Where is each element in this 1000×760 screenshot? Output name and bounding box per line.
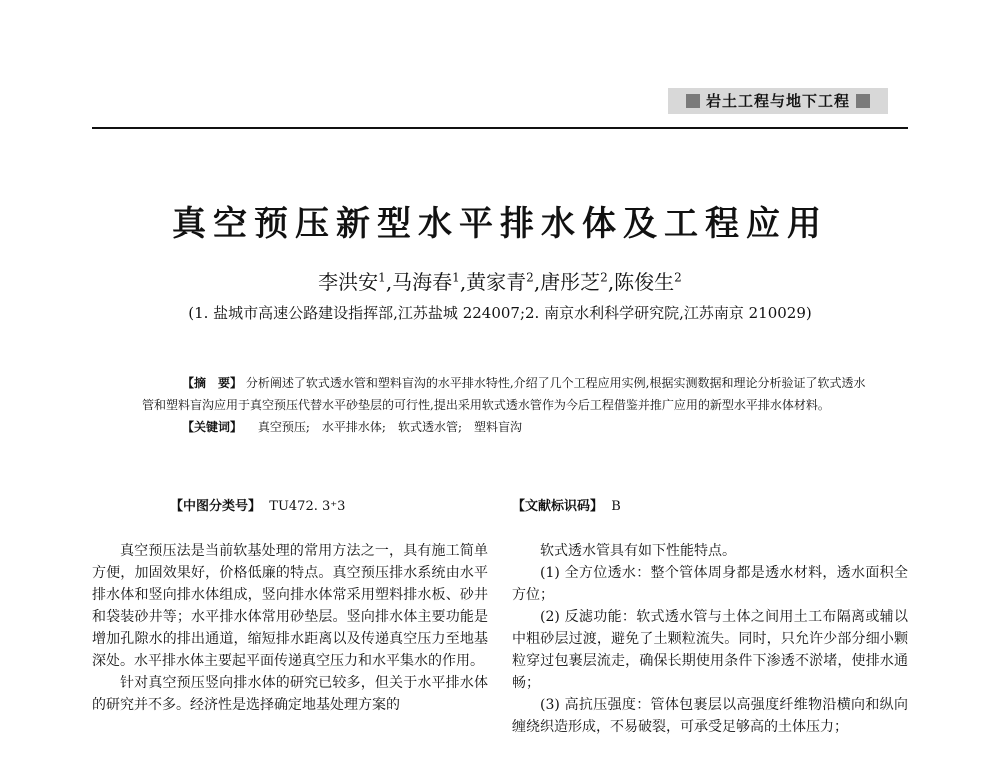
- keyword: 塑料盲沟: [473, 420, 522, 434]
- body-left-column: [92, 540, 488, 716]
- affiliations: (1. 盐城市高速公路建设指挥部,江苏盐城 224007;2. 南京水利科学研究院,江苏南京 210029): [188, 304, 812, 322]
- clc-line: [170, 495, 345, 514]
- clc-label: 【中图分类号】: [170, 499, 262, 514]
- section-marker-icon: [686, 94, 700, 108]
- abstract-block: [142, 372, 872, 438]
- keyword: 真空预压;: [257, 420, 310, 434]
- abstract-label: 【摘 要】: [182, 376, 243, 390]
- author-name: 唐彤芝: [540, 270, 601, 294]
- list-item: (2) 反滤功能：软式透水管与土体之间用土工布隔离或辅以中粗砂层过渡，避免了土颗粒流失。同时，只允许少部分细小颗粒穿过包裹层流走，确保长期使用条件下渗透不淤堵，使排水通畅；: [512, 609, 908, 691]
- author-list: 李洪安$^1$,马海春$^1$,黄家青$^2$,唐彤芝$^2$,陈俊生$^2$: [318, 270, 682, 294]
- list-item: (3) 高抗压强度：管体包裹层以高强度纤维物沿横向和纵向缠绕织造形成，不易破裂，可承受足够高的土体压力；: [512, 697, 908, 735]
- doc-code-line: [512, 495, 621, 514]
- abstract: [142, 372, 872, 416]
- author-affiliation-mark: 2: [674, 270, 682, 285]
- author-affiliation-mark: 2: [600, 270, 608, 285]
- list-item: (1) 全方位透水：整个管体周身都是透水材料，透水面积全方位；: [512, 565, 908, 603]
- author-name: 陈俊生: [614, 270, 675, 294]
- body-right-column: [512, 540, 908, 738]
- author-name: 黄家青: [466, 270, 527, 294]
- journal-section-text: 岩土工程与地下工程: [705, 92, 850, 110]
- abstract-text: 分析阐述了软式透水管和塑料盲沟的水平排水特性,介绍了几个工程应用实例,根据实测数据和理论分析验证了软式透水管和塑料盲沟应用于真空预压代替水平砂垫层的可行性,提出采用软式透水管作为今后工程借鉴并推广应用的新型水平排水体材料。: [142, 376, 866, 412]
- author-affiliation-mark: 1: [378, 270, 386, 285]
- doc-code-label: 【文献标识码】: [512, 499, 604, 514]
- paragraph: 软式透水管具有如下性能特点。: [540, 543, 736, 559]
- journal-section-label: [668, 88, 888, 114]
- keywords: [142, 416, 872, 438]
- author-name: 马海春: [392, 270, 453, 294]
- doc-code-value: B: [611, 499, 621, 514]
- section-marker-icon-right: [856, 94, 870, 108]
- keywords-label: 【关键词】: [182, 420, 243, 434]
- clc-value: TU472. 3⁺3: [269, 499, 346, 514]
- keyword: 软式透水管;: [397, 420, 462, 434]
- keyword: 水平排水体;: [321, 420, 386, 434]
- paragraph: 真空预压法是当前软基处理的常用方法之一，具有施工简单方便，加固效果好，价格低廉的特点。真空预压排水系统由水平排水体和竖向排水体组成，竖向排水体常采用塑料排水板、砂井和袋装砂井等；水平排水体常用砂垫层。竖向排水体主要功能是增加孔隙水的排出通道，缩短排水距离以及传递真空压力至地基深处。水平排水体主要起平面传递真空压力和水平集水的作用。: [92, 543, 488, 669]
- author-name: 李洪安: [318, 270, 379, 294]
- header-rule: [92, 127, 908, 129]
- paragraph: 针对真空预压竖向排水体的研究已较多，但关于水平排水体的研究并不多。经济性是选择确定地基处理方案的: [92, 675, 488, 713]
- author-affiliation-mark: 2: [526, 270, 534, 285]
- paper-title: 真空预压新型水平排水体及工程应用: [172, 204, 828, 244]
- author-affiliation-mark: 1: [452, 270, 460, 285]
